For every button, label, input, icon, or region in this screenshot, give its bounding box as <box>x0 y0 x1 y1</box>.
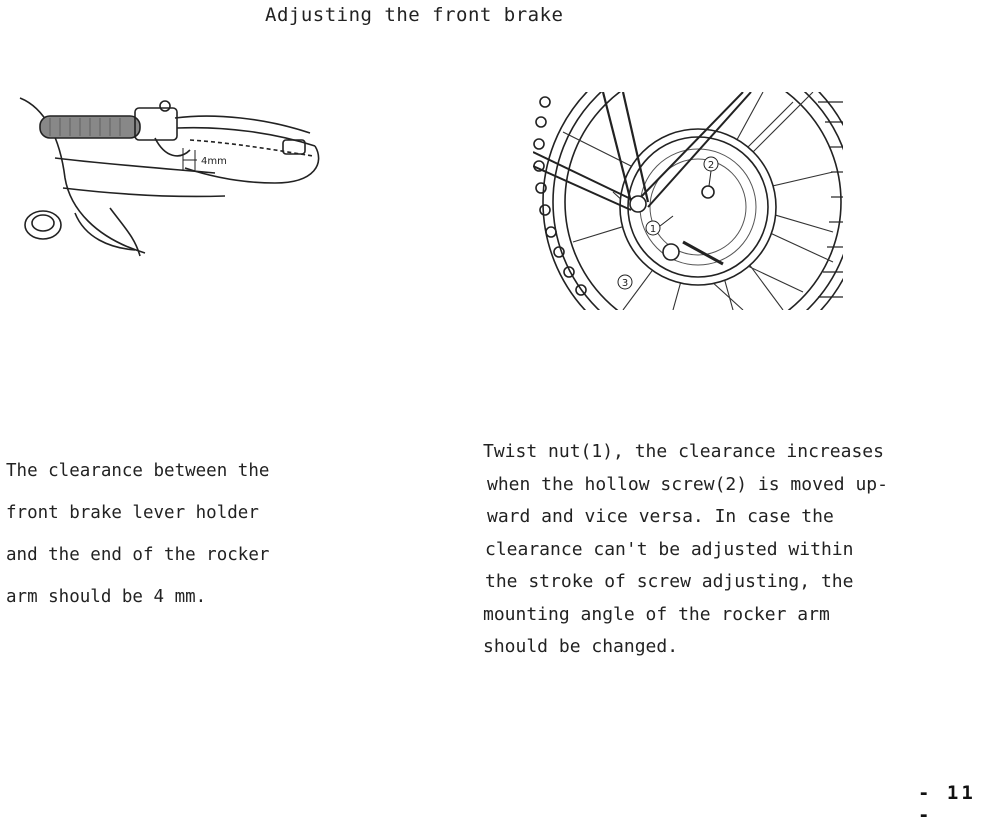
clearance-spec-paragraph <box>6 450 336 618</box>
wheel-hub-illustration <box>533 92 843 310</box>
page-number: - 11 - <box>918 782 976 826</box>
text-line: mounting angle of the rocker arm <box>483 603 830 625</box>
page-title: Adjusting the front brake <box>265 4 564 26</box>
callout-1: 1 <box>649 224 657 235</box>
text-line: should be changed. <box>483 636 679 657</box>
dimension-label: 4mm <box>201 156 227 167</box>
brake-lever-illustration <box>15 88 325 258</box>
adjustment-instructions-paragraph <box>483 436 963 664</box>
callout-2: 2 <box>707 160 715 171</box>
callout-3: 3 <box>621 278 629 289</box>
text-line: front brake lever holder <box>6 503 259 523</box>
text-line: when the hollow screw(2) is moved up- <box>487 473 888 495</box>
text-line: The clearance between the <box>6 461 270 481</box>
text-line: the stroke of screw adjusting, the <box>485 571 854 592</box>
text-line: clearance can't be adjusted within <box>485 538 854 560</box>
text-line: ward and vice versa. In case the <box>487 506 834 527</box>
text-line: Twist nut(1), the clearance increases <box>483 441 884 462</box>
text-line: arm should be 4 mm. <box>6 587 207 607</box>
text-line: and the end of the rocker <box>6 545 270 565</box>
